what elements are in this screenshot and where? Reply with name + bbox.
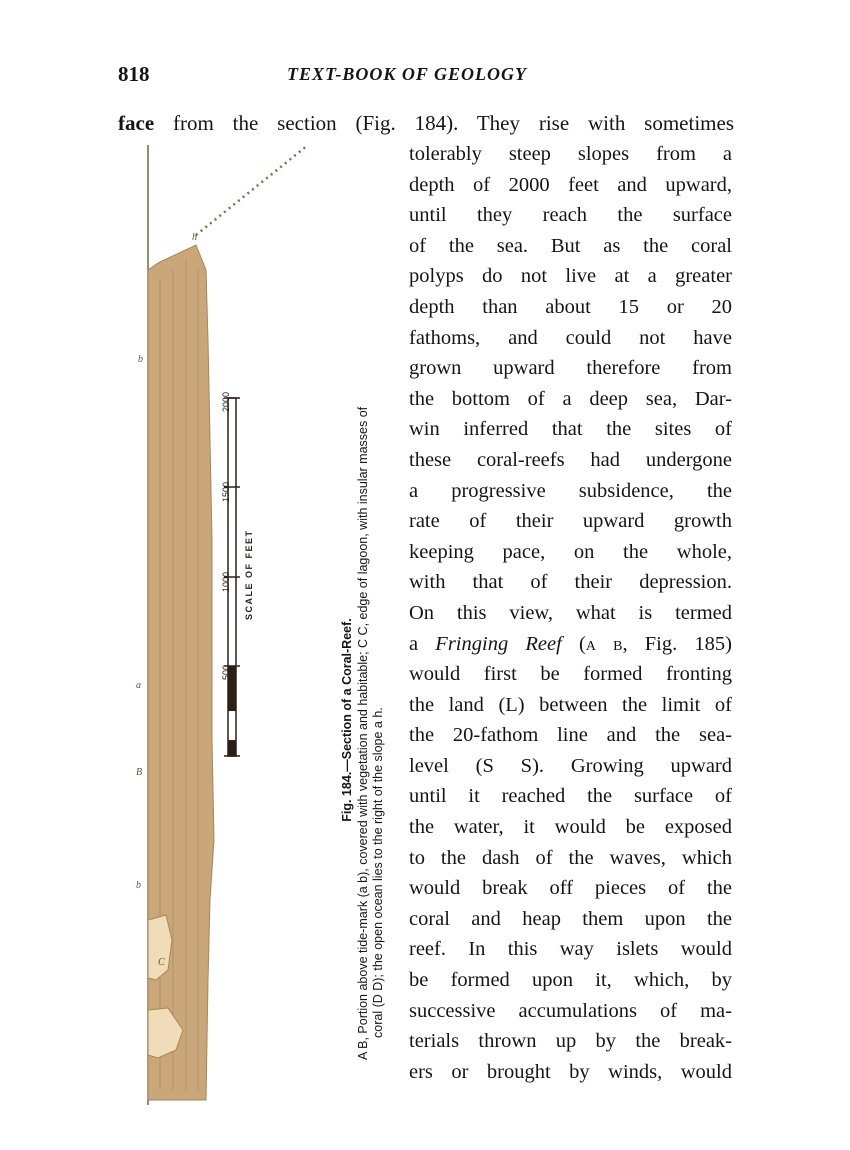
ocean-slope-line	[196, 145, 308, 235]
first-line-text: from the section (Fig. 184). They rise with sometimes	[173, 111, 734, 135]
scale-bar-fill-2	[228, 740, 236, 756]
body-line: of the sea. But as the coral	[409, 234, 732, 257]
page-number: 818	[118, 62, 150, 86]
mark-B: B	[136, 767, 143, 778]
mark-b-upper: b	[138, 354, 143, 365]
body-line: keeping pace, on the whole,	[409, 540, 732, 563]
mark-h: h	[192, 232, 197, 243]
coral-reef-section	[128, 140, 328, 1110]
first-line-bold: face	[118, 111, 155, 135]
body-line: be formed upon it, which, by	[409, 969, 732, 992]
fringing-reef-term: Fringing Reef	[435, 632, 562, 655]
scale-label-1000: 1000	[221, 571, 231, 592]
body-line: tolerably steep slopes from a	[409, 143, 732, 165]
mark-b-lower: b	[136, 880, 141, 891]
body-line: win inferred that the sites of	[409, 418, 732, 441]
caption-line-2: coral (D D); the open ocean lies to the right of the slope a h.	[371, 707, 385, 1038]
body-line: these coral-reefs had undergone	[409, 448, 732, 471]
fringing-close: , Fig. 185)	[622, 632, 732, 655]
body-line: ers or brought by winds, would	[409, 1060, 732, 1083]
body-line: polyps do not live at a greater	[409, 265, 732, 288]
body-text-column	[409, 139, 732, 1087]
fringing-ab: a b	[585, 632, 623, 655]
figure-184	[128, 140, 328, 1110]
body-line-fringing-reef	[409, 629, 732, 660]
lagoon-patch-upper	[148, 915, 172, 980]
fringing-open: (	[561, 632, 586, 655]
body-line: coral and heap them upon the	[409, 907, 732, 930]
mark-C: C	[158, 957, 165, 968]
body-line: reef. In this way islets would	[409, 938, 732, 961]
body-line: the 20-fathom line and the sea-	[409, 724, 732, 747]
body-line: the land (L) between the limit of	[409, 693, 732, 716]
body-line: terials thrown up by the break-	[409, 1030, 732, 1053]
body-line: the water, it would be exposed	[409, 816, 732, 839]
body-line: would break off pieces of the	[409, 877, 732, 900]
scale-label-1500: 1500	[221, 481, 231, 502]
body-line: successive accumulations of ma-	[409, 999, 732, 1022]
body-line: grown upward therefore from	[409, 357, 732, 380]
body-line: until they reach the surface	[409, 204, 732, 227]
scale-title: SCALE OF FEET	[244, 529, 254, 620]
body-line: the bottom of a deep sea, Dar-	[409, 387, 732, 410]
body-line: depth than about 15 or 20	[409, 295, 732, 318]
body-line: a progressive subsidence, the	[409, 479, 732, 502]
body-line: fathoms, and could not have	[409, 326, 732, 349]
body-line: until it reached the surface of	[409, 785, 732, 808]
caption-line-1: A B, Portion above tide-mark (a b), covered with vegetation and habitable; C C, edge of lagoon, with insular masses of	[355, 406, 370, 1060]
body-line: rate of their upward growth	[409, 510, 732, 533]
figure-caption	[340, 180, 400, 1060]
body-line: On this view, what is termed	[409, 601, 732, 624]
body-line: with that of their depression.	[409, 571, 732, 594]
body-line: level (S S). Growing upward	[409, 754, 732, 777]
scale-label-500: 500	[221, 664, 231, 680]
scale-label-2000: 2000	[221, 391, 231, 412]
body-line: would first be formed fronting	[409, 663, 732, 686]
body-line: to the dash of the waves, which	[409, 846, 732, 869]
first-line	[118, 108, 734, 138]
body-line: depth of 2000 feet and upward,	[409, 173, 732, 196]
running-head: TEXT-BOOK OF GEOLOGY	[287, 64, 528, 84]
fringing-prefix: a	[409, 632, 436, 655]
mark-a: a	[136, 680, 141, 691]
caption-title: Fig. 184.—Section of a Coral-Reef.	[340, 618, 354, 822]
